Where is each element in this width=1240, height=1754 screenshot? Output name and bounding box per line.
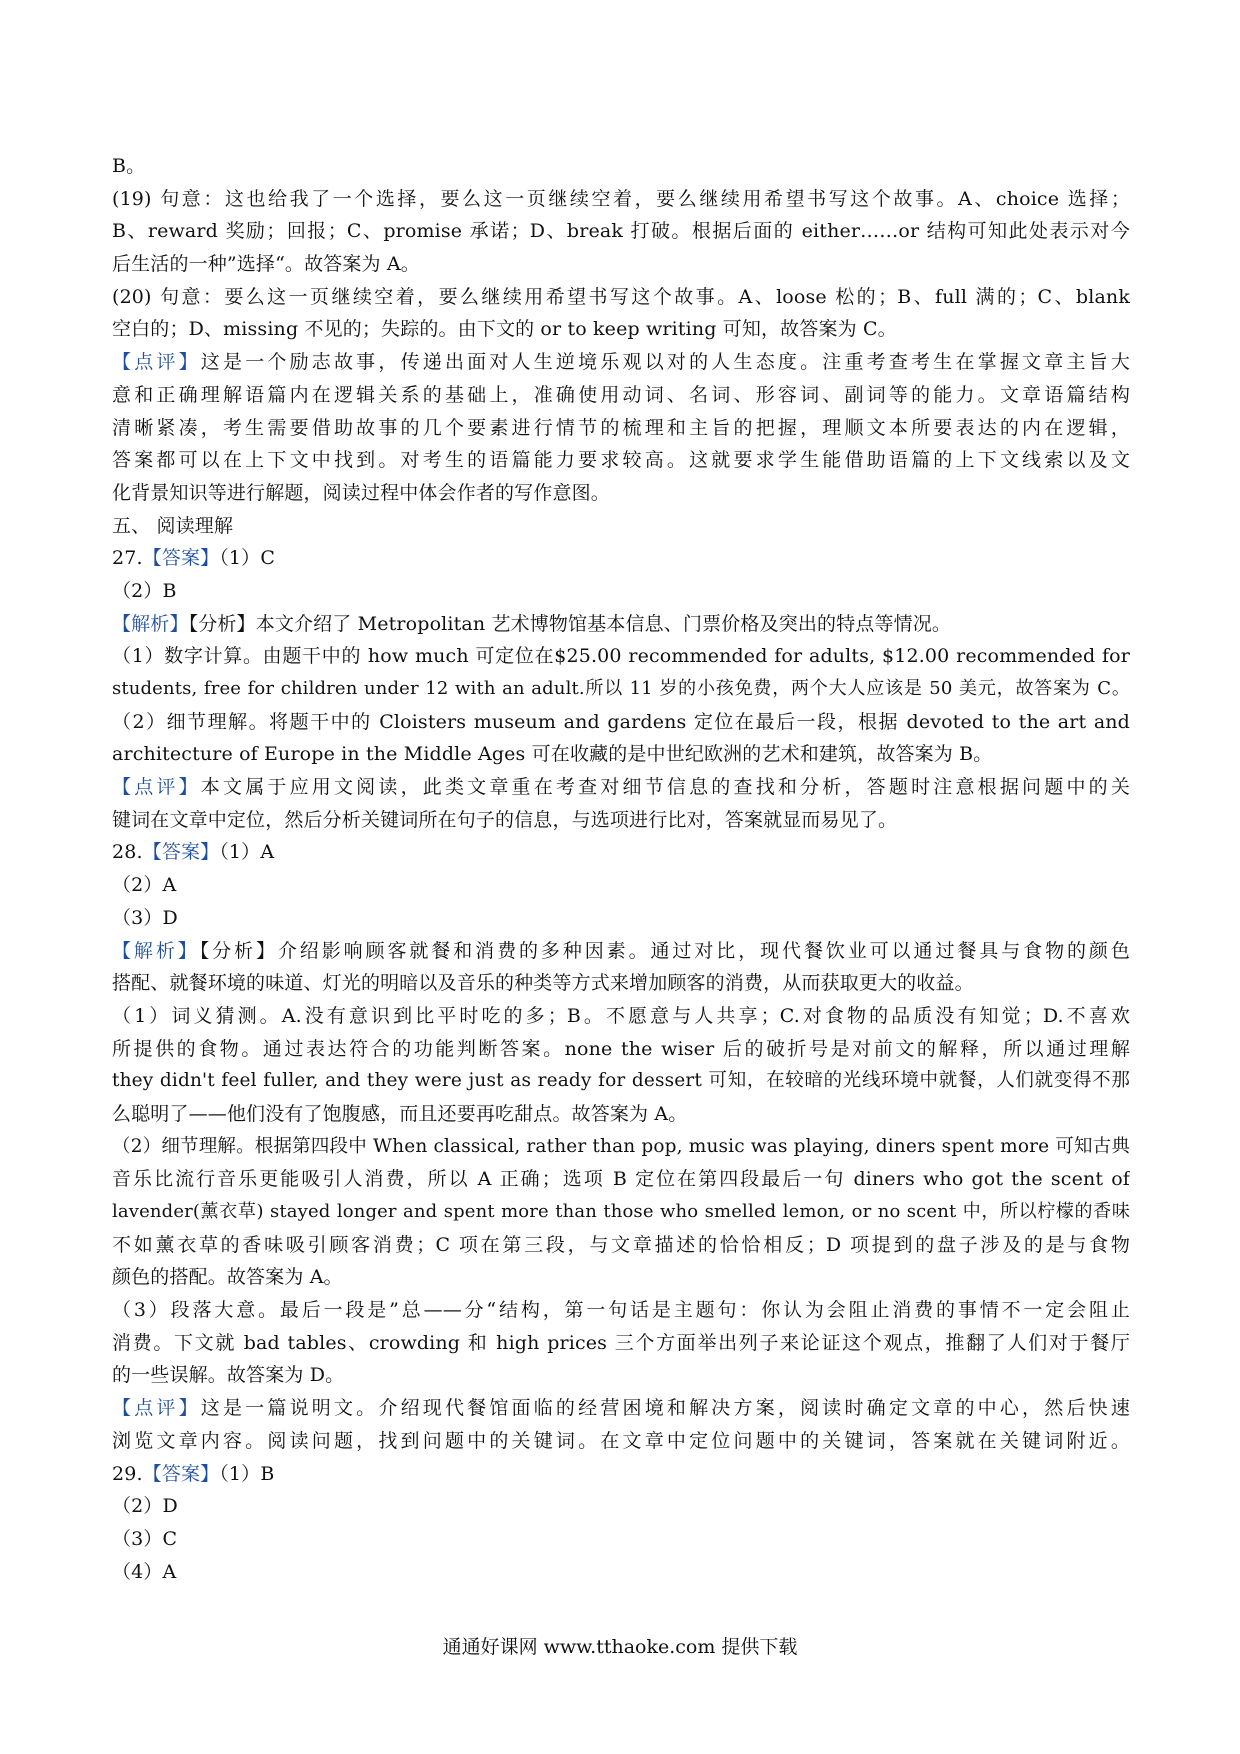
text-line [112, 150, 1130, 183]
text-line [112, 673, 1130, 706]
section-tag: 【答案】 [142, 1462, 220, 1485]
line-text: 不如薰衣草的香味吸引顾客消费；C 项在第三段，与文章描述的恰恰相反；D 项提到的盘子涉及的是与食物 [112, 1233, 1130, 1256]
line-text: （2）细节理解。根据第四段中 When classical, rather than pop, music was playing, diners spent more 可知古典 [112, 1135, 1130, 1157]
line-text: architecture of Europe in the Middle Ages 可在收藏的是中世纪欧洲的艺术和建筑，故答案为 B。 [112, 743, 993, 766]
line-text: （1）词义猜测。A.没有意识到比平时吃的多；B。不愿意与人共享；C.对食物的品质没有知觉；D.不喜欢 [112, 1004, 1130, 1027]
document-body [112, 150, 1130, 1588]
line-text: （2）细节理解。将题干中的 Cloisters museum and gardens 定位在最后一段，根据 devoted to the art and [112, 710, 1130, 733]
question-number: 29. [112, 1462, 143, 1485]
text-line [112, 412, 1130, 445]
line-text: 这是一篇说明文。介绍现代餐馆面临的经营困境和解决方案，阅读时确定文章的中心，然后快速 [200, 1397, 1130, 1420]
text-line [112, 1490, 1130, 1523]
text-line [112, 542, 1130, 575]
text-line [112, 510, 1130, 543]
line-text: B。 [112, 155, 146, 177]
line-text: （1）B [219, 1462, 275, 1485]
text-line [112, 1556, 1130, 1589]
text-line [112, 902, 1130, 935]
text-line [112, 1294, 1130, 1327]
line-text: 五、 阅读理解 [112, 514, 234, 537]
text-line [112, 1425, 1130, 1458]
line-text: 答案都可以在上下文中找到。对考生的语篇能力要求较高。这就要求学生能借助语篇的上下文线索以及文 [112, 449, 1130, 472]
line-text: 搭配、就餐环境的味道、灯光的明暗以及音乐的种类等方式来增加顾客的消费，从而获取更大的收益。 [112, 972, 974, 995]
line-text: (20) 句意：要么这一页继续空着，要么继续用希望书写这个故事。A、loose 松的；B、full 满的；C、blank [112, 285, 1130, 308]
text-line [112, 1196, 1130, 1229]
line-text: （4）A [112, 1560, 177, 1583]
section-tag: 【解析】 [112, 612, 189, 635]
line-text: 这是一个励志故事，传递出面对人生逆境乐观以对的人生态度。注重考查考生在掌握文章主旨大 [200, 351, 1130, 374]
line-text: （2）B [112, 579, 177, 602]
text-line [112, 215, 1130, 248]
line-text: they didn't feel fuller, and they were just as ready for dessert 可知，在较暗的光线环境中就餐，人们就变得不那 [112, 1070, 1130, 1092]
section-tag: 【点评】 [112, 776, 201, 799]
text-line [112, 1098, 1130, 1131]
text-line [112, 608, 1130, 641]
line-text: B、reward 奖励；回报；C、promise 承诺；D、break 打破。根据后面的 either……or 结构可知此处表示对今 [112, 220, 1130, 243]
section-tag: 【点评】 [112, 1397, 201, 1420]
section-tag: 【答案】 [142, 547, 220, 570]
text-line [112, 869, 1130, 902]
line-text: 消费。下文就 bad tables、crowding 和 high prices 三个方面举出列子来论证这个观点，推翻了人们对于餐厅 [112, 1331, 1130, 1354]
text-line [112, 738, 1130, 771]
line-text: （3）C [112, 1527, 178, 1550]
text-line [112, 313, 1130, 346]
line-text: 清晰紧凑，考生需要借助故事的几个要素进行情节的梳理和主旨的把握，理顺文本所要表达的内在逻辑， [112, 416, 1130, 439]
line-text: （2）D [112, 1495, 178, 1518]
text-line [112, 1458, 1130, 1491]
text-line [112, 967, 1130, 1000]
line-text: 的一些误解。故答案为 D。 [112, 1364, 345, 1387]
text-line [112, 477, 1130, 510]
text-line [112, 575, 1130, 608]
text-line [112, 640, 1130, 673]
text-line [112, 935, 1130, 968]
text-line [112, 444, 1130, 477]
line-text: 后生活的一种”选择“。故答案为 A。 [112, 253, 420, 276]
line-text: 空白的；D、missing 不见的；失踪的。由下文的 or to keep writing 可知，故答案为 C。 [112, 318, 897, 341]
line-text: students, free for children under 12 with an adult.所以 11 岁的小孩免费，两个大人应该是 50 美元，故答案为 C。 [112, 678, 1130, 699]
line-text: 浏览文章内容。阅读问题，找到问题中的关键词。在文章中定位问题中的关键词，答案就在关键词附近。 [112, 1429, 1130, 1452]
line-text: 【分析】本文介绍了 Metropolitan 艺术博物馆基本信息、门票价格及突出的特点等情况。 [188, 612, 952, 635]
text-line [112, 771, 1130, 804]
question-number: 27. [112, 547, 143, 570]
line-text: （1）C [219, 547, 276, 570]
text-line [112, 248, 1130, 281]
text-line [112, 1065, 1130, 1098]
line-text: 颜色的搭配。故答案为 A。 [112, 1266, 343, 1289]
line-text: 所提供的食物。通过表达符合的功能判断答案。none the wiser 后的破折号是对前文的解释，所以通过理解 [112, 1037, 1130, 1060]
line-text: （3）D [112, 906, 178, 929]
page-footer: 通通好课网 www.tthaoke.com 提供下载 [442, 1636, 798, 1658]
line-text: 键词在文章中定位，然后分析关键词所在句子的信息，与选项进行比对，答案就显而易见了。 [112, 808, 898, 831]
section-tag: 【答案】 [142, 841, 220, 864]
question-number: 28. [112, 841, 143, 864]
line-text: （2）A [112, 874, 177, 897]
text-line [112, 1163, 1130, 1196]
text-line [112, 1392, 1130, 1425]
line-text: （1）A [219, 841, 275, 864]
text-line [112, 183, 1130, 216]
line-text: 化背景知识等进行解题，阅读过程中体会作者的写作意图。 [112, 481, 610, 504]
text-line [112, 1359, 1130, 1392]
text-line [112, 1327, 1130, 1360]
text-line [112, 1523, 1130, 1556]
text-line [112, 1000, 1130, 1033]
line-text: 本文属于应用文阅读，此类文章重在考查对细节信息的查找和分析，答题时注意根据问题中的关 [200, 776, 1130, 799]
text-line [112, 1261, 1130, 1294]
line-text: 音乐比流行音乐更能吸引人消费，所以 A 正确；选项 B 定位在第四段最后一句 diners who got the scent of [112, 1168, 1130, 1191]
section-tag: 【点评】 [112, 351, 201, 374]
text-line [112, 346, 1130, 379]
text-line [112, 1033, 1130, 1066]
line-text: lavender(薰衣草) stayed longer and spent more than those who smelled lemon, or no scent 中，所以柠檬的香味 [112, 1201, 1130, 1222]
text-line [112, 1229, 1130, 1262]
text-line [112, 281, 1130, 314]
section-tag: 【解析】 [112, 939, 200, 962]
text-line [112, 1131, 1130, 1164]
text-line [112, 379, 1130, 412]
text-line [112, 706, 1130, 739]
line-text: (19) 句意：这也给我了一个选择，要么这一页继续空着，要么继续用希望书写这个故事。A、choice 选择； [112, 187, 1130, 210]
line-text: （3）段落大意。最后一段是”总——分“结构，第一句话是主题句：你认为会阻止消费的事情不一定会阻止 [112, 1299, 1130, 1322]
line-text: 意和正确理解语篇内在逻辑关系的基础上，准确使用动词、名词、形容词、副词等的能力。文章语篇结构 [112, 383, 1130, 406]
line-text: 【分析】介绍影响顾客就餐和消费的多种因素。通过对比，现代餐饮业可以通过餐具与食物的颜色 [199, 939, 1130, 962]
line-text: 么聪明了——他们没有了饱腹感，而且还要再吃甜点。故答案为 A。 [112, 1102, 688, 1125]
line-text: （1）数字计算。由题干中的 how much 可定位在$25.00 recommended for adults, $12.00 recommended for [112, 645, 1130, 668]
text-line [112, 836, 1130, 869]
text-line [112, 804, 1130, 837]
